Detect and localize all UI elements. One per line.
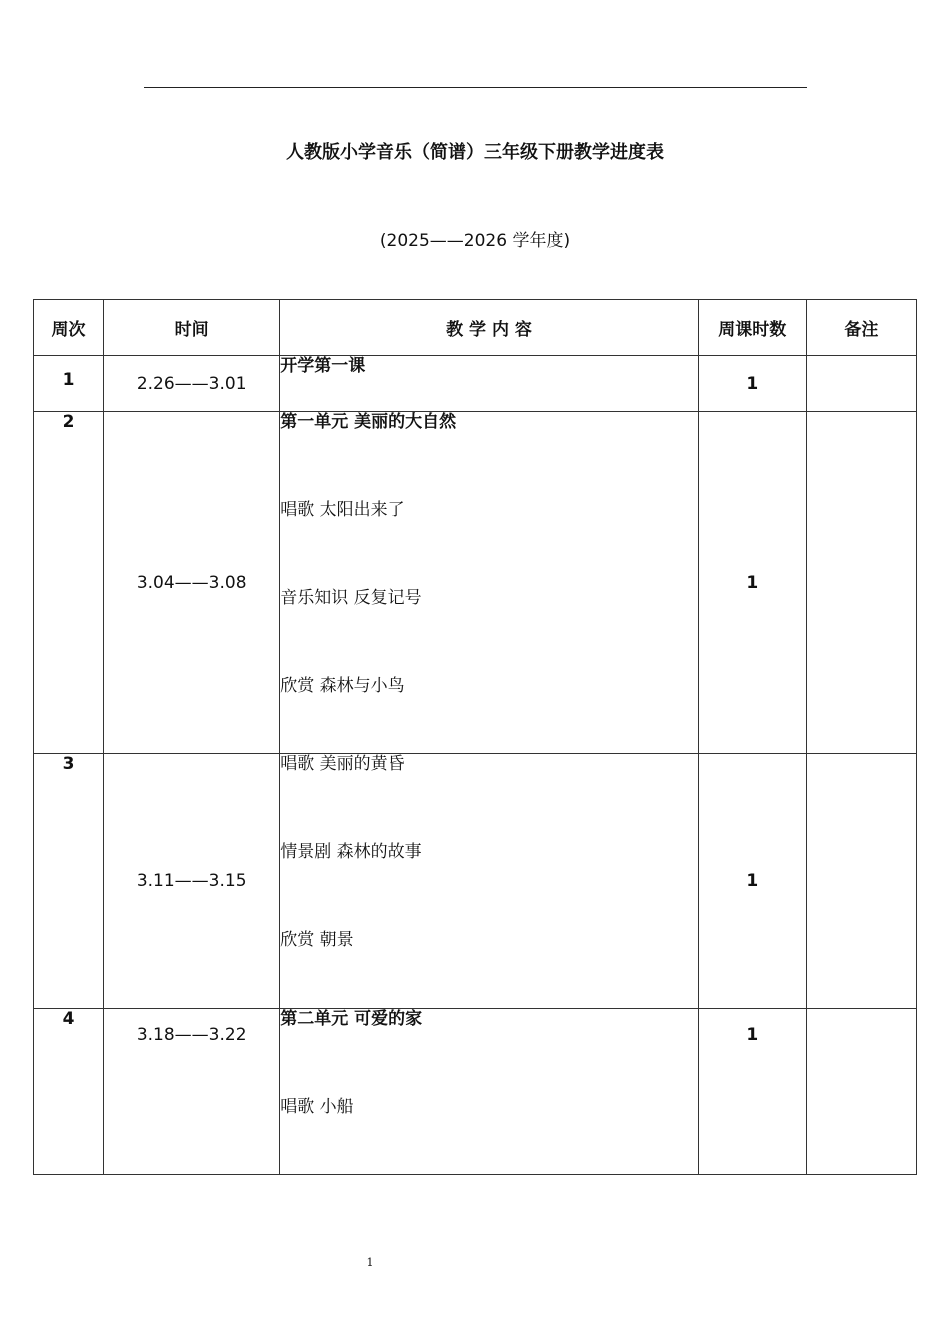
content-cell xyxy=(280,754,698,1009)
table-row xyxy=(34,412,917,754)
header-week: 周次 xyxy=(34,300,104,356)
note-cell xyxy=(806,356,916,412)
note-cell xyxy=(806,754,916,1009)
week-cell: 1 xyxy=(34,356,104,412)
header-rule xyxy=(144,87,807,88)
header-date: 时间 xyxy=(104,300,280,356)
content-line: 欣赏 朝景 xyxy=(280,930,354,950)
week-cell: 2 xyxy=(34,412,104,754)
header-note: 备注 xyxy=(806,300,916,356)
week-cell: 3 xyxy=(34,754,104,1009)
header-hours: 周课时数 xyxy=(698,300,806,356)
schedule-table xyxy=(33,299,917,1175)
content-line: 开学第一课 xyxy=(280,356,366,376)
content-line: 唱歌 太阳出来了 xyxy=(280,500,405,520)
date-cell: 3.11——3.15 xyxy=(104,754,280,1009)
content-line: 唱歌 小船 xyxy=(280,1097,354,1117)
note-cell xyxy=(806,412,916,754)
table-row xyxy=(34,754,917,1009)
content-cell xyxy=(280,356,698,412)
hours-cell: 1 xyxy=(698,412,806,754)
content-line: 欣赏 森林与小鸟 xyxy=(280,676,405,696)
date-cell: 3.18——3.22 xyxy=(104,1009,280,1175)
content-line: 唱歌 美丽的黄昏 xyxy=(280,754,405,774)
date-cell: 3.04——3.08 xyxy=(104,412,280,754)
content-line: 音乐知识 反复记号 xyxy=(280,588,422,608)
table-row xyxy=(34,1009,917,1175)
document-subtitle: (2025——2026 学年度) xyxy=(379,231,571,251)
content-cell xyxy=(280,412,698,754)
table-row xyxy=(34,356,917,412)
document-title: 人教版小学音乐（简谱）三年级下册教学进度表 xyxy=(286,142,664,163)
header-content: 教 学 内 容 xyxy=(280,300,698,356)
content-cell xyxy=(280,1009,698,1175)
content-line: 第一单元 美丽的大自然 xyxy=(280,412,457,432)
hours-cell: 1 xyxy=(698,1009,806,1175)
note-cell xyxy=(806,1009,916,1175)
content-line: 情景剧 森林的故事 xyxy=(280,842,422,862)
hours-cell: 1 xyxy=(698,356,806,412)
page-number: 1 xyxy=(366,1256,374,1269)
content-line: 第二单元 可爱的家 xyxy=(280,1009,423,1029)
date-cell: 2.26——3.01 xyxy=(104,356,280,412)
week-cell: 4 xyxy=(34,1009,104,1175)
table-header-row xyxy=(34,300,917,356)
hours-cell: 1 xyxy=(698,754,806,1009)
